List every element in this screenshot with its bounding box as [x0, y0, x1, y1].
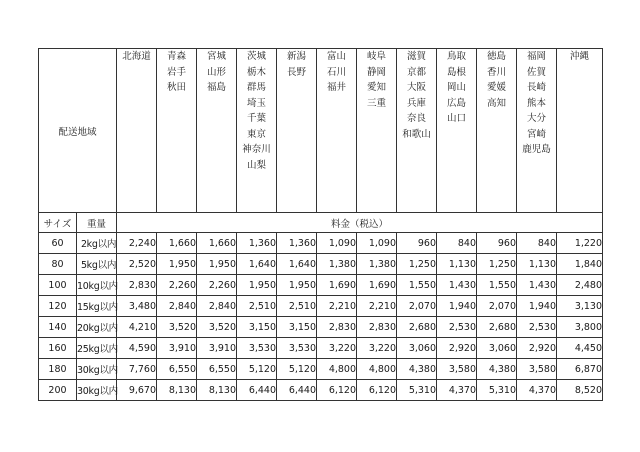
- price-cell: 6,120: [317, 380, 357, 401]
- prefecture-name: 北海道: [122, 51, 151, 62]
- price-cell: 1,550: [397, 275, 437, 296]
- region-header: [237, 49, 277, 213]
- prefecture-name: 山形: [207, 66, 227, 78]
- size-cell: 200: [39, 380, 77, 401]
- price-cell: 1,220: [557, 233, 603, 254]
- price-cell: 2,480: [557, 275, 603, 296]
- region-header: [517, 49, 557, 213]
- price-cell: 5,120: [237, 359, 277, 380]
- prefecture-name: 長崎: [527, 82, 547, 93]
- size-cell: 140: [39, 317, 77, 338]
- prefecture-name: 岡山: [447, 82, 467, 93]
- price-cell: 2,530: [517, 317, 557, 338]
- rate-row: [39, 338, 603, 359]
- prefecture-name: 島根: [447, 66, 467, 78]
- prefecture-name: 山口: [447, 113, 467, 124]
- price-cell: 6,440: [277, 380, 317, 401]
- price-cell: 4,370: [517, 380, 557, 401]
- price-cell: 7,760: [117, 359, 157, 380]
- price-cell: 1,660: [157, 233, 197, 254]
- price-cell: 1,360: [237, 233, 277, 254]
- region-header: [437, 49, 477, 213]
- size-cell: 180: [39, 359, 77, 380]
- price-cell: 8,520: [557, 380, 603, 401]
- size-header: サイズ: [39, 213, 77, 233]
- price-cell: 3,910: [157, 338, 197, 359]
- price-cell: 1,640: [237, 254, 277, 275]
- prefecture-name: 兵庫: [407, 97, 427, 109]
- region-header: [117, 49, 157, 213]
- prefecture-name: 愛知: [367, 82, 387, 93]
- price-cell: 2,830: [117, 275, 157, 296]
- price-cell: 1,430: [517, 275, 557, 296]
- price-cell: 8,130: [157, 380, 197, 401]
- size-cell: 160: [39, 338, 77, 359]
- price-cell: 6,120: [357, 380, 397, 401]
- rate-row: [39, 275, 603, 296]
- shipping-rate-table: [38, 48, 603, 401]
- price-cell: 3,580: [437, 359, 477, 380]
- price-cell: 1,090: [317, 233, 357, 254]
- price-cell: 2,920: [437, 338, 477, 359]
- price-cell: 2,240: [117, 233, 157, 254]
- price-cell: 2,210: [357, 296, 397, 317]
- price-cell: 4,800: [357, 359, 397, 380]
- prefecture-name: 宮崎: [527, 128, 547, 140]
- prefecture-name: 大分: [527, 113, 547, 124]
- prefecture-name: 京都: [407, 66, 427, 78]
- price-cell: 3,800: [557, 317, 603, 338]
- price-cell: 4,590: [117, 338, 157, 359]
- price-cell: 4,370: [437, 380, 477, 401]
- price-cell: 4,800: [317, 359, 357, 380]
- price-cell: 1,950: [197, 254, 237, 275]
- size-cell: 60: [39, 233, 77, 254]
- region-header: [477, 49, 517, 213]
- price-cell: 2,260: [157, 275, 197, 296]
- prefecture-name: 鹿児島: [522, 144, 551, 155]
- price-cell: 3,220: [317, 338, 357, 359]
- price-cell: 9,670: [117, 380, 157, 401]
- weight-cell: 10kg以内: [77, 275, 117, 296]
- prefecture-name: 新潟: [287, 51, 307, 62]
- prefecture-name: 埼玉: [247, 97, 267, 109]
- region-header: [397, 49, 437, 213]
- price-cell: 2,830: [357, 317, 397, 338]
- rate-row: [39, 317, 603, 338]
- prefecture-name: 山梨: [247, 159, 267, 171]
- price-cell: 5,310: [477, 380, 517, 401]
- prefecture-name: 熊本: [527, 97, 547, 109]
- price-cell: 2,510: [237, 296, 277, 317]
- price-cell: 2,070: [477, 296, 517, 317]
- prefecture-name: 徳島: [487, 51, 507, 62]
- prefecture-name: 群馬: [247, 82, 267, 93]
- price-cell: 1,940: [437, 296, 477, 317]
- prefecture-name: 奈良: [407, 113, 427, 124]
- region-header: [277, 49, 317, 213]
- price-cell: 1,130: [437, 254, 477, 275]
- prefecture-name: 福井: [327, 82, 347, 93]
- price-cell: 1,950: [277, 275, 317, 296]
- weight-header: 重量: [77, 213, 117, 233]
- price-cell: 2,920: [517, 338, 557, 359]
- price-cell: 5,310: [397, 380, 437, 401]
- price-cell: 2,830: [317, 317, 357, 338]
- region-header: [317, 49, 357, 213]
- price-cell: 6,550: [157, 359, 197, 380]
- price-cell: 4,210: [117, 317, 157, 338]
- region-header: [197, 49, 237, 213]
- price-cell: 4,450: [557, 338, 603, 359]
- price-cell: 6,550: [197, 359, 237, 380]
- prefecture-name: 佐賀: [527, 66, 547, 78]
- prefecture-name: 静岡: [367, 66, 387, 78]
- price-cell: 3,150: [277, 317, 317, 338]
- price-cell: 1,130: [517, 254, 557, 275]
- prefecture-name: 福岡: [527, 51, 547, 62]
- prefecture-name: 沖縄: [570, 51, 590, 62]
- subheader-row: [39, 213, 603, 233]
- area-label-cell: [39, 49, 117, 213]
- price-cell: 2,510: [277, 296, 317, 317]
- prefecture-name: 長野: [287, 66, 307, 78]
- weight-cell: 30kg以内: [77, 359, 117, 380]
- price-cell: 3,910: [197, 338, 237, 359]
- prefecture-name: 福島: [207, 82, 227, 93]
- price-cell: 3,480: [117, 296, 157, 317]
- prefecture-name: 広島: [447, 97, 467, 109]
- price-cell: 3,060: [477, 338, 517, 359]
- price-cell: 2,680: [477, 317, 517, 338]
- prefecture-name: 秋田: [167, 82, 187, 93]
- price-cell: 1,090: [357, 233, 397, 254]
- price-cell: 1,690: [357, 275, 397, 296]
- price-cell: 6,870: [557, 359, 603, 380]
- price-cell: 1,360: [277, 233, 317, 254]
- prefecture-name: 茨城: [247, 51, 267, 62]
- price-cell: 1,690: [317, 275, 357, 296]
- price-cell: 1,950: [157, 254, 197, 275]
- prefecture-name: 宮城: [207, 51, 227, 62]
- prefecture-name: 石川: [327, 66, 347, 78]
- rate-body: [39, 233, 603, 401]
- prefecture-name: 千葉: [247, 113, 267, 124]
- price-cell: 1,550: [477, 275, 517, 296]
- price-cell: 960: [477, 233, 517, 254]
- price-cell: 1,660: [197, 233, 237, 254]
- prefecture-name: 栃木: [247, 66, 267, 78]
- size-cell: 100: [39, 275, 77, 296]
- rate-row: [39, 380, 603, 401]
- price-cell: 1,250: [477, 254, 517, 275]
- rate-row: [39, 254, 603, 275]
- price-cell: 840: [517, 233, 557, 254]
- price-cell: 1,250: [397, 254, 437, 275]
- price-cell: 960: [397, 233, 437, 254]
- size-cell: 120: [39, 296, 77, 317]
- prefecture-name: 高知: [487, 97, 507, 109]
- price-cell: 3,130: [557, 296, 603, 317]
- region-header: [557, 49, 603, 213]
- region-header: [157, 49, 197, 213]
- price-cell: 8,130: [197, 380, 237, 401]
- price-cell: 2,680: [397, 317, 437, 338]
- prefecture-name: 富山: [327, 51, 347, 62]
- price-cell: 3,150: [237, 317, 277, 338]
- price-cell: 4,380: [477, 359, 517, 380]
- price-cell: 3,060: [397, 338, 437, 359]
- fee-header: 料金（税込）: [117, 213, 603, 233]
- prefecture-name: 愛媛: [487, 82, 507, 93]
- prefecture-name: 鳥取: [447, 51, 467, 62]
- size-cell: 80: [39, 254, 77, 275]
- price-cell: 6,440: [237, 380, 277, 401]
- price-cell: 1,940: [517, 296, 557, 317]
- weight-cell: 25kg以内: [77, 338, 117, 359]
- prefecture-name: 岐阜: [367, 51, 387, 62]
- price-cell: 3,520: [157, 317, 197, 338]
- prefecture-name: 青森: [167, 51, 187, 62]
- prefecture-name: 神奈川: [242, 144, 271, 155]
- area-label: 配送地域: [58, 126, 97, 138]
- price-cell: 2,840: [157, 296, 197, 317]
- price-cell: 3,520: [197, 317, 237, 338]
- price-cell: 2,210: [317, 296, 357, 317]
- prefecture-name: 東京: [247, 128, 267, 140]
- prefecture-name: 香川: [487, 66, 507, 78]
- prefecture-name: 滋賀: [407, 51, 427, 62]
- rate-row: [39, 359, 603, 380]
- price-cell: 4,380: [397, 359, 437, 380]
- weight-cell: 2kg以内: [77, 233, 117, 254]
- price-cell: 3,530: [237, 338, 277, 359]
- price-cell: 1,430: [437, 275, 477, 296]
- price-cell: 2,260: [197, 275, 237, 296]
- region-header: [357, 49, 397, 213]
- price-cell: 1,380: [317, 254, 357, 275]
- weight-cell: 5kg以内: [77, 254, 117, 275]
- price-cell: 2,530: [437, 317, 477, 338]
- price-cell: 1,950: [237, 275, 277, 296]
- price-cell: 2,520: [117, 254, 157, 275]
- prefecture-name: 岩手: [167, 66, 187, 78]
- price-cell: 1,840: [557, 254, 603, 275]
- price-cell: 2,840: [197, 296, 237, 317]
- price-cell: 3,530: [277, 338, 317, 359]
- rate-row: [39, 233, 603, 254]
- weight-cell: 20kg以内: [77, 317, 117, 338]
- price-cell: 1,640: [277, 254, 317, 275]
- region-header-row: [39, 49, 603, 213]
- weight-cell: 15kg以内: [77, 296, 117, 317]
- prefecture-name: 和歌山: [402, 128, 431, 140]
- price-cell: 840: [437, 233, 477, 254]
- prefecture-name: 大阪: [407, 82, 427, 93]
- weight-cell: 30kg以内: [77, 380, 117, 401]
- price-cell: 1,380: [357, 254, 397, 275]
- rate-row: [39, 296, 603, 317]
- price-cell: 2,070: [397, 296, 437, 317]
- price-cell: 5,120: [277, 359, 317, 380]
- prefecture-name: 三重: [367, 97, 387, 109]
- price-cell: 3,220: [357, 338, 397, 359]
- price-cell: 3,580: [517, 359, 557, 380]
